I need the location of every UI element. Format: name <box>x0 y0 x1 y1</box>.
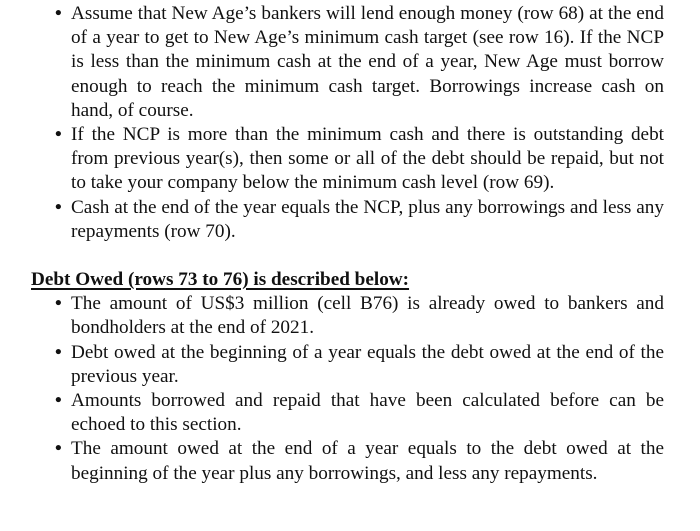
bullet-icon: • <box>55 293 62 315</box>
list-item <box>31 196 664 244</box>
list-item-text: Assume that New Age’s bankers will lend enough money (row 68) at the end of a year to get to New Age’s minimum cash target (see row 16). If the NCP is less than the minimum cash at the end of a year, New Age must borrow enough to reach the minimum cash target. Borrowings increase cash on hand, of course. <box>71 3 664 121</box>
list-item-text: If the NCP is more than the minimum cash and there is outstanding debt from previous year(s), then some or all of the debt should be repaid, but not to take your company below the minimum cash level (row 69). <box>71 124 664 194</box>
debt-owed-heading: Debt Owed (rows 73 to 76) is described below: <box>31 269 410 291</box>
bullet-icon: • <box>55 196 62 218</box>
list-item <box>31 341 664 389</box>
list-item <box>31 123 664 196</box>
debt-rules-list <box>31 292 664 486</box>
list-item-text: Amounts borrowed and repaid that have been calculated before can be echoed to this section. <box>71 390 664 436</box>
list-item <box>31 389 664 437</box>
bullet-icon: • <box>55 3 62 24</box>
list-item-text: Debt owed at the beginning of a year equals the debt owed at the end of the previous year. <box>71 341 664 387</box>
list-item <box>31 437 664 485</box>
list-item <box>31 2 664 123</box>
cash-rules-list <box>31 2 664 244</box>
bullet-icon: • <box>55 341 62 363</box>
bullet-icon: • <box>55 390 62 412</box>
list-item <box>31 292 664 340</box>
bullet-icon: • <box>55 438 62 460</box>
bullet-icon: • <box>55 124 62 146</box>
list-item-text: The amount owed at the end of a year equals to the debt owed at the beginning of the year plus any borrowings, and less any repayments. <box>71 438 664 484</box>
list-item-text: The amount of US$3 million (cell B76) is already owed to bankers and bondholders at the end of 2021. <box>71 293 664 339</box>
list-item-text: Cash at the end of the year equals the NCP, plus any borrowings and less any repayments (row 70). <box>71 196 664 242</box>
